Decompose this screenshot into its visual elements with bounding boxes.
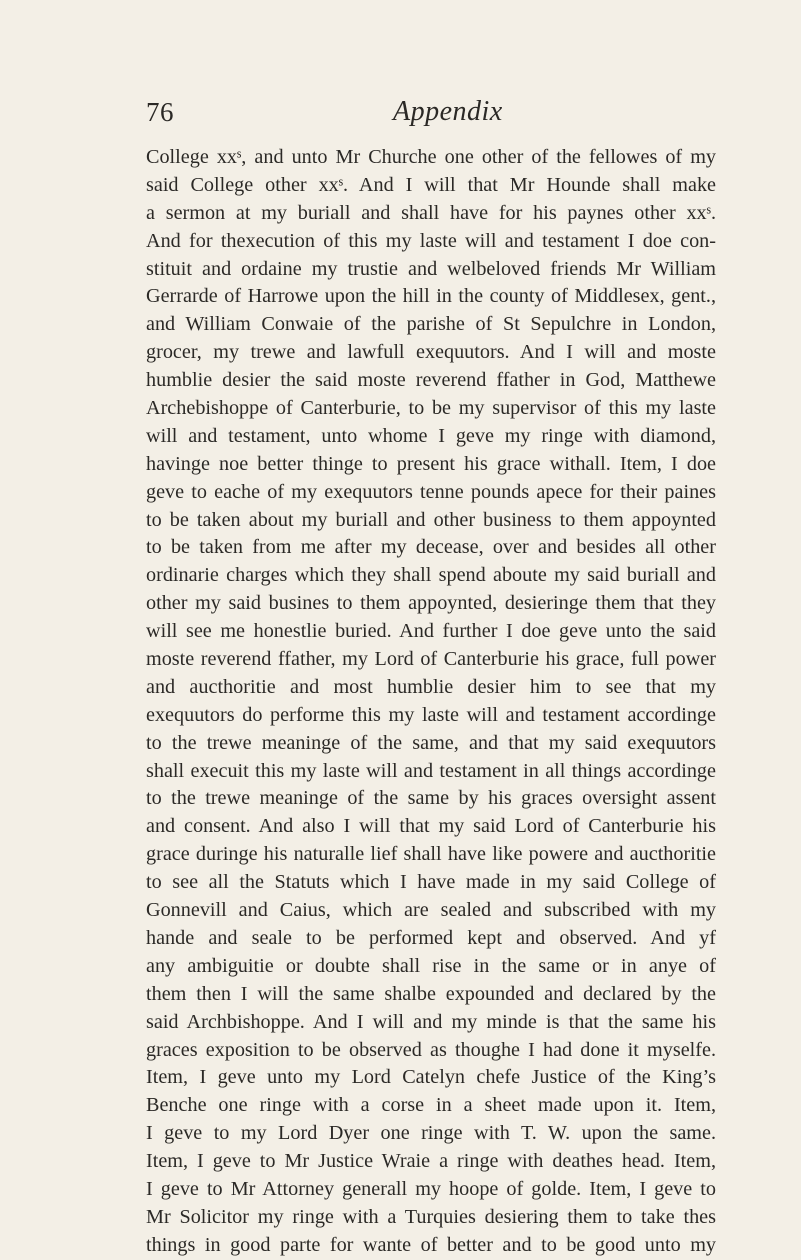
text-line: to see all the Statuts which I have made in my said College of (146, 871, 716, 894)
text-line: grocer, my trewe and lawfull exequutors. And I will and moste (146, 341, 716, 364)
text-line: Mr Solicitor my ringe with a Turquies desiering them to take thes (146, 1205, 716, 1228)
text-line: exequutors do performe this my laste will and testament accordinge (146, 703, 716, 726)
text-line: humblie desier the said moste reverend ffather in God, Matthewe (146, 369, 716, 392)
text-line: to the trewe meaninge of the same by his graces oversight assent (146, 787, 716, 810)
text-line: Item, I geve to Mr Justice Wraie a ringe with deathes head. Item, (146, 1150, 716, 1173)
text-line: other my said busines to them appoynted, desieringe them that they (146, 592, 716, 615)
text-line: Gerrarde of Harrowe upon the hill in the county of Middlesex, gent., (146, 285, 716, 308)
text-line: havinge noe better thinge to present his grace withall. Item, I doe (146, 452, 716, 475)
text-line: said College other xxˢ. And I will that Mr Hounde shall make (146, 173, 716, 196)
running-head (146, 92, 716, 132)
text-line: to the trewe meaninge of the same, and that my said exequutors (146, 731, 716, 754)
text-line: and consent. And also I will that my said Lord of Canterburie his (146, 815, 716, 838)
text-line: shall execuit this my laste will and testament in all things accordinge (146, 759, 716, 782)
text-line: them then I will the same shalbe expounded and declared by the (146, 982, 716, 1005)
text-line: things in good parte for wante of better and to be good unto my (146, 1233, 716, 1256)
text-line: I geve to Mr Attorney generall my hoope of golde. Item, I geve to (146, 1177, 716, 1200)
text-line: said Archbishoppe. And I will and my minde is that the same his (146, 1010, 716, 1033)
text-line: geve to eache of my exequutors tenne pounds apece for their paines (146, 480, 716, 503)
text-line: stituit and ordaine my trustie and welbeloved friends Mr William (146, 257, 716, 280)
text-line: graces exposition to be observed as thoughe I had done it myselfe. (146, 1038, 716, 1061)
text-line: will and testament, unto whome I geve my ringe with diamond, (146, 424, 716, 447)
text-line: hande and seale to be performed kept and observed. And yf (146, 926, 716, 949)
text-line: moste reverend ffather, my Lord of Canterburie his grace, full power (146, 648, 716, 671)
text-line: and William Conwaie of the parishe of St Sepulchre in London, (146, 313, 716, 336)
body-text (146, 144, 716, 1260)
text-line: and aucthoritie and most humblie desier him to see that my (146, 675, 716, 698)
text-line: any ambiguitie or doubte shall rise in the same or in anye of (146, 954, 716, 977)
text-line: a sermon at my buriall and shall have for his paynes other xxˢ. (146, 201, 716, 224)
text-line: to be taken from me after my decease, over and besides all other (146, 536, 716, 559)
page-number: 76 (146, 97, 174, 127)
text-line: Gonnevill and Caius, which are sealed and subscribed with my (146, 899, 716, 922)
text-line: Archebishoppe of Canterburie, to be my supervisor of this my laste (146, 397, 716, 420)
text-line: Benche one ringe with a corse in a sheet made upon it. Item, (146, 1094, 716, 1117)
text-line: ordinarie charges which they shall spend aboute my said buriall and (146, 564, 716, 587)
text-line: to be taken about my buriall and other business to them appoynted (146, 508, 716, 531)
text-line: Item, I geve unto my Lord Catelyn chefe Justice of the King’s (146, 1066, 716, 1089)
text-line: College xxˢ, and unto Mr Churche one other of the fellowes of my (146, 146, 716, 168)
text-line: will see me honestlie buried. And further I doe geve unto the said (146, 620, 716, 643)
text-line: I geve to my Lord Dyer one ringe with T. W. upon the same. (146, 1122, 716, 1145)
text-line: grace duringe his naturalle lief shall have like powere and aucthoritie (146, 843, 716, 866)
text-line: And for thexecution of this my laste will and testament I doe con- (146, 229, 716, 252)
running-title: Appendix (393, 96, 503, 127)
